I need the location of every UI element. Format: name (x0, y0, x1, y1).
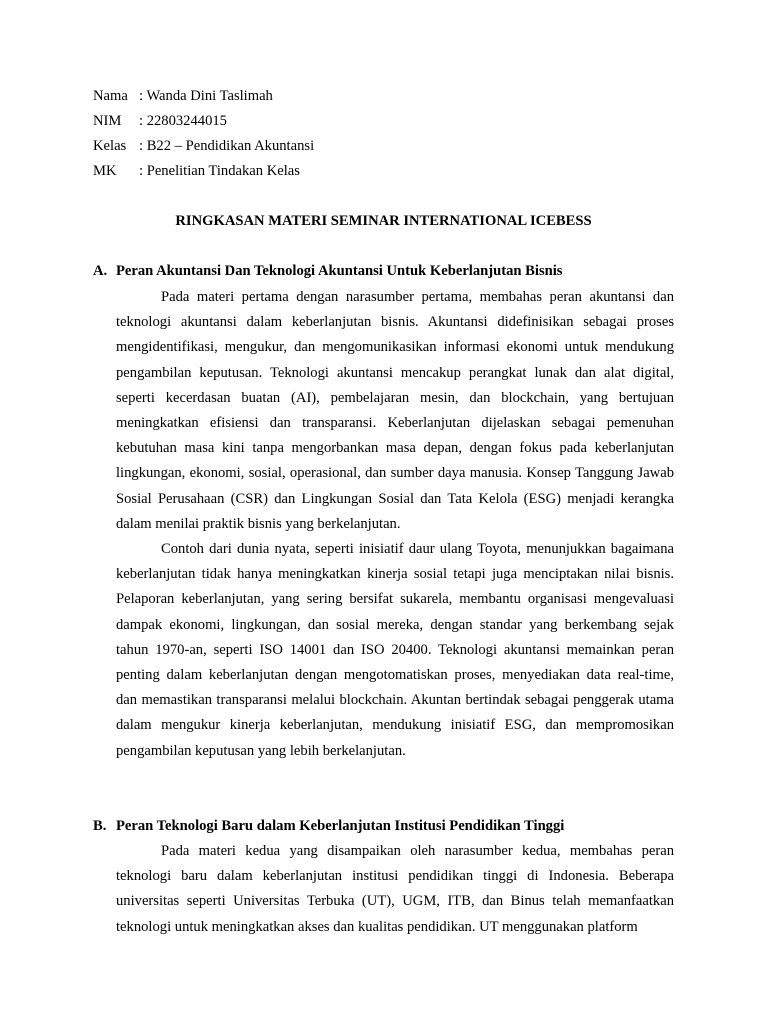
section-a-heading (93, 260, 674, 282)
identity-label: Kelas (93, 138, 127, 154)
identity-value: : Wanda Dini Taslimah (139, 88, 273, 104)
section-title: Peran Akuntansi Dan Teknologi Akuntansi Untuk Keberlanjutan Bisnis (116, 263, 563, 279)
section-b-paragraph-1: Pada materi kedua yang disampaikan oleh narasumber kedua, membahas peran teknologi baru dalam keberlanjutan institusi pendidikan tinggi di Indonesia. Beberapa universitas seperti Universitas Terbuka (UT), UGM, ITB, dan Binus telah memanfaatkan teknologi untuk meningkatkan akses dan kualitas pendidikan. UT menggunakan platform (116, 843, 674, 935)
identity-row-class (93, 135, 314, 160)
identity-label: NIM (93, 113, 122, 129)
identity-value: : B22 – Pendidikan Akuntansi (139, 138, 315, 154)
section-b-heading (93, 815, 674, 837)
section-number: B. (93, 818, 107, 834)
identity-label: Nama (93, 88, 128, 104)
identity-value: : Penelitian Tindakan Kelas (139, 163, 300, 179)
section-a-paragraph-2: Contoh dari dunia nyata, seperti inisiatif daur ulang Toyota, menunjukkan bagaimana keberlanjutan tidak hanya meningkatkan kinerja sosial tetapi juga menciptakan nilai bisnis. Pelaporan keberlanjutan, yang sering bersifat sukarela, membantu organisasi mengevaluasi dampak ekonomi, lingkungan, dan sosial mereka, dengan standar yang berkembang sejak tahun 1970-an, seperti ISO 14001 dan ISO 20400. Teknologi akuntansi memainkan peran penting dalam keberlanjutan dengan mengotomatiskan proses, menyediakan data real-time, dan memastikan transparansi melalui blockchain. Akuntan bertindak sebagai penggerak utama dalam mengukur kinerja keberlanjutan, mendukung inisiatif ESG, dan mempromosikan pengambilan keputusan yang lebih berkelanjutan. (116, 541, 674, 759)
identity-row-course (93, 160, 314, 185)
document-title: RINGKASAN MATERI SEMINAR INTERNATIONAL ICEBESS (175, 213, 592, 229)
section-title: Peran Teknologi Baru dalam Keberlanjutan Institusi Pendidikan Tinggi (116, 818, 565, 834)
student-identity (93, 85, 314, 185)
identity-row-name (93, 85, 314, 110)
identity-row-nim (93, 110, 314, 135)
identity-label: MK (93, 163, 117, 179)
identity-value: : 22803244015 (139, 113, 227, 129)
section-a-paragraph-1: Pada materi pertama dengan narasumber pertama, membahas peran akuntansi dan teknologi akuntansi dalam keberlanjutan bisnis. Akuntansi didefinisikan sebagai proses mengidentifikasi, mengukur, dan mengomunikasikan informasi ekonomi untuk mendukung pengambilan keputusan. Teknologi akuntansi mencakup perangkat lunak dan alat digital, seperti kecerdasan buatan (AI), pembelajaran mesin, dan blockchain, yang bertujuan meningkatkan efisiensi dan transparansi. Keberlanjutan dijelaskan sebagai pemenuhan kebutuhan masa kini tanpa mengorbankan masa depan, dengan fokus pada keberlanjutan lingkungan, ekonomi, sosial, operasional, dan sumber daya manusia. Konsep Tanggung Jawab Sosial Perusahaan (CSR) dan Lingkungan Sosial dan Tata Kelola (ESG) menjadi kerangka dalam menilai praktik bisnis yang berkelanjutan. (116, 289, 674, 532)
section-number: A. (93, 263, 108, 279)
